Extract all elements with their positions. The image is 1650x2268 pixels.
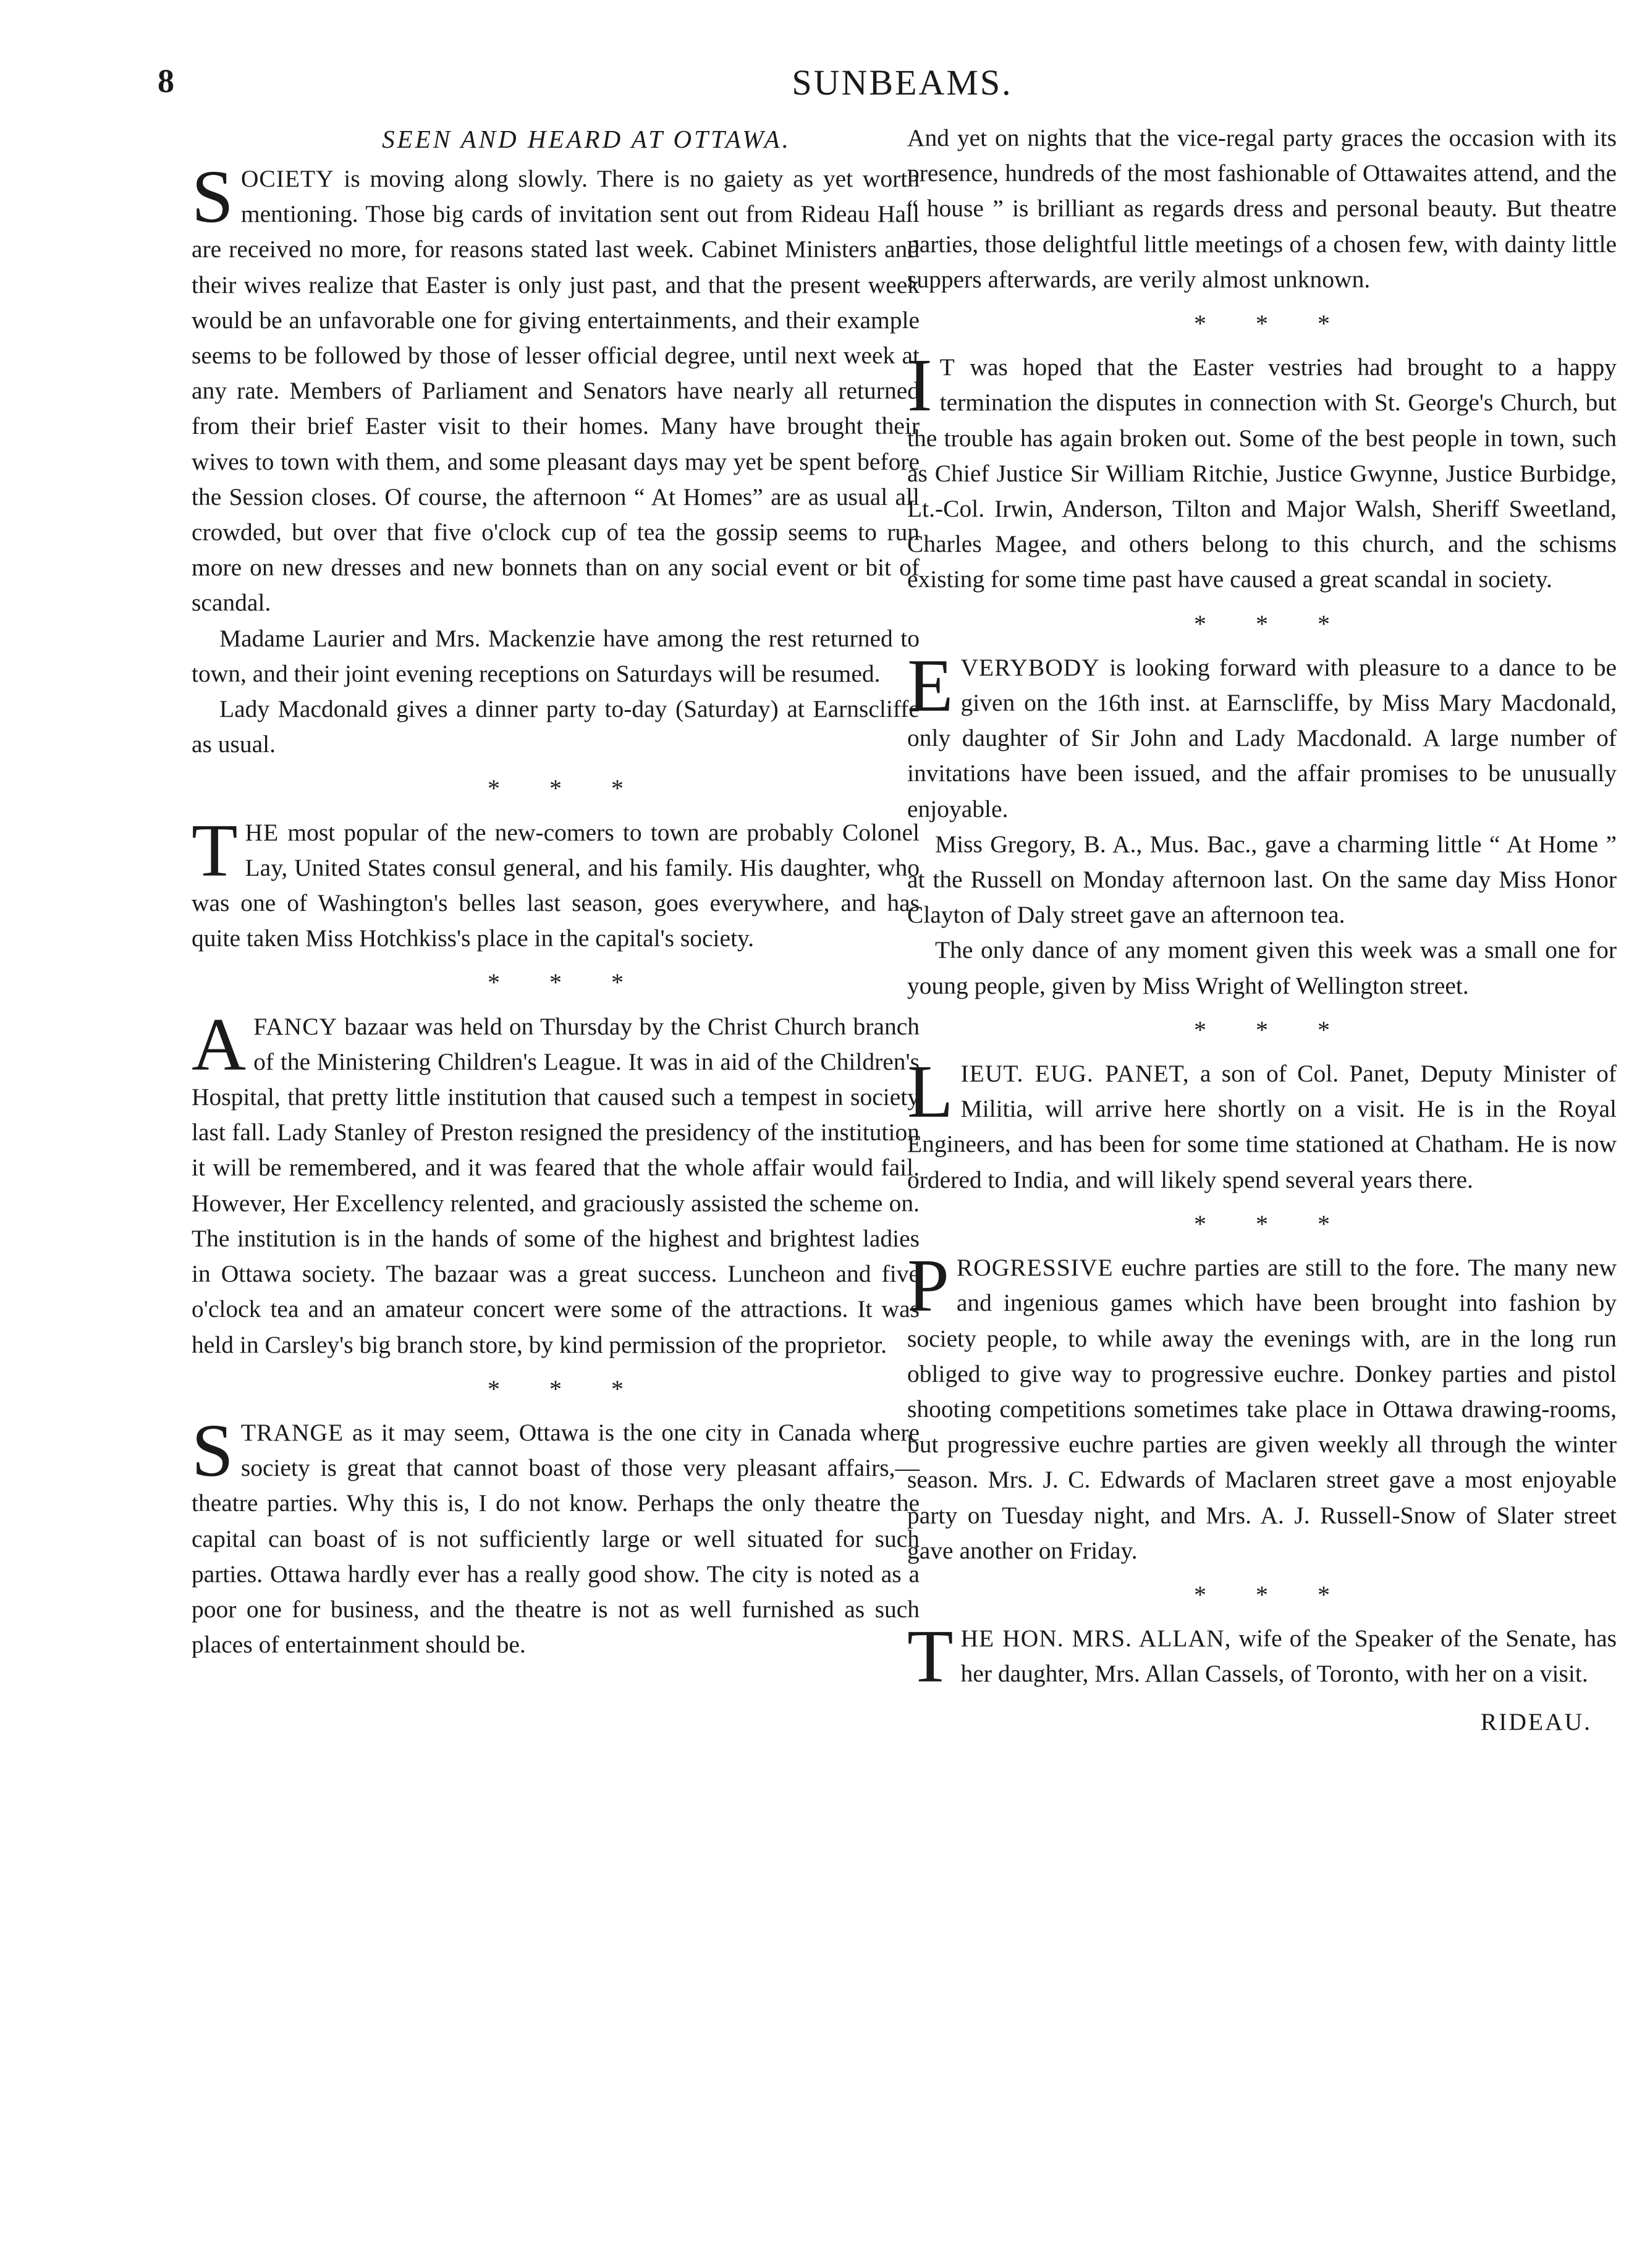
paragraph-text: as it may seem, Ottawa is the one city in Canada where society is great that cannot boast of those very pleasant affairs,—theatre parties. Why this is, I do not know. Perhaps the only theatre the capital can boast of is not sufficiently large or well situated for such parties. Ottawa hardly ever has a really good show. The city is noted as a poor one for business, and the theatre is not as well furnished as such places of entertainment should be.	[192, 1418, 920, 1659]
section-separator: * * *	[488, 1374, 624, 1403]
lead-word: OCIETY	[240, 165, 334, 192]
section-separator: * * *	[488, 968, 624, 997]
lead-word: T	[939, 353, 955, 381]
drop-cap: L	[907, 1050, 954, 1134]
section-separator: * * *	[1194, 1209, 1330, 1238]
paragraph-text: wife of the Speaker of the Senate, has her daughter, Mrs. Allan Cassels, of Toronto, with her on a visit.	[960, 1625, 1617, 1688]
page-number: 8	[158, 62, 174, 99]
page-header	[158, 62, 1647, 111]
paragraph	[907, 1615, 1617, 1699]
section-separator: * * *	[1194, 310, 1330, 338]
paragraph-text: is moving along slowly. There is no gaiety as yet worth mentioning. Those big cards of invitation sent out from Rideau Hall are received no more, for reasons stated last week. Cabinet Ministers and their wives realize that Easter is only just past, and that the present week would be an unfavorable one for giving entertainments, and their example seems to be followed by those of lesser official degree, until next week at any rate. Members of Parliament and Senators have nearly all returned from their brief Easter visit to their homes. Many have brought their wives to town with them, and some pleasant days may yet be spent before the Session closes. Of course, the afternoon “ At Homes” are as usual all crowded, but over that five o'clock cup of tea the gossip seems to run more on new dresses and new bonnets than on any social event or bit of scandal.	[192, 165, 920, 617]
running-title: SUNBEAMS.	[792, 62, 1013, 103]
paragraph: The only dance of any moment given this week was a small one for young people, given by Miss Wright of Wellington street.	[907, 936, 1617, 999]
section-separator: * * *	[1194, 1015, 1330, 1044]
paragraph	[192, 808, 920, 957]
paragraph	[192, 155, 920, 621]
lead-word: FANCY	[253, 1012, 338, 1040]
paragraph: Madame Laurier and Mrs. Mackenzie have among the rest returned to town, and their joint evening receptions on Saturdays will be resumed.	[192, 624, 920, 687]
paragraph-text: most popular of the new-comers to town are probably Colonel Lay, United States consul general, and his family. His daughter, who was one of Washington's belles last season, goes everywhere, and has quite taken Miss Hotchkiss's place in the capital's society.	[192, 818, 920, 952]
paragraph	[192, 1002, 920, 1363]
paragraph-text: a son of Col. Panet, Deputy Minister of Militia, will arrive here shortly on a visit. He is in the Royal Engineers, and has been for some time stationed at Chatham. He is now ordered to India, and will likely spend several years there.	[907, 1060, 1617, 1193]
drop-cap: P	[907, 1244, 949, 1328]
drop-cap: T	[907, 1615, 954, 1699]
paragraph	[907, 1244, 1617, 1568]
lead-word: IEUT. EUG. PANET,	[960, 1060, 1190, 1088]
paragraph: Lady Macdonald gives a dinner party to-day (Saturday) at Earnscliffe as usual.	[192, 695, 920, 758]
drop-cap: E	[907, 643, 954, 727]
drop-cap: T	[192, 808, 238, 892]
lead-word: HE HON. MRS. ALLAN,	[960, 1625, 1232, 1652]
signature: RIDEAU.	[1480, 1707, 1592, 1735]
drop-cap: A	[192, 1002, 247, 1086]
paragraph	[907, 1050, 1617, 1198]
paragraph-text: was hoped that the Easter vestries had brought to a happy termination the disputes in connection with St. George's Church, but the trouble has again broken out. Some of the best people in town, such as Chief Justice Sir William Ritchie, Justice Gwynne, Justice Burbidge, Lt.-Col. Irwin, Anderson, Tilton and Major Walsh, Sheriff Sweetland, Charles Magee, and others belong to this church, and the schisms existing for some time past have caused a great scandal in society.	[907, 353, 1617, 593]
left-column	[192, 121, 920, 1662]
lead-word: TRANGE	[240, 1418, 344, 1446]
paragraph	[192, 1408, 920, 1662]
paragraph: Miss Gregory, B. A., Mus. Bac., gave a charming little “ At Home ” at the Russell on Monday afternoon last. On the same day Miss Honor Clayton of Daly street gave an afternoon tea.	[907, 830, 1617, 929]
paragraph: And yet on nights that the vice-regal party graces the occasion with its presence, hundreds of the most fashionable of Ottawaites attend, and the “ house ” is brilliant as regards dress and personal beauty. But theatre parties, those delightful little meetings of a chosen few, with dainty little suppers afterwards, are verily almost unknown.	[907, 124, 1617, 293]
right-column	[907, 121, 1617, 1740]
paragraph	[907, 643, 1617, 827]
paragraph-text: is looking forward with pleasure to a dance to be given on the 16th inst. at Earnscliffe, by Miss Mary Macdonald, only daughter of Sir John and Lady Macdonald. A large number of invitations have been issued, and the affair promises to be unusually enjoyable.	[907, 653, 1617, 823]
paragraph-text: bazaar was held on Thursday by the Christ Church branch of the Ministering Children's League. It was in aid of the Children's Hospital, that pretty little institution that caused such a tempest in society last fall. Lady Stanley of Preston resigned the presidency of the institution it will be remembered, and it was feared that the whole affair would fail. However, Her Excellency relented, and graciously assisted the scheme on. The institution is in the hands of some of the highest and brightest ladies in Ottawa society. The bazaar was a great success. Luncheon and five o'clock tea and an amateur concert were some of the attractions. It was held in Carsley's big branch store, by kind permission of the proprietor.	[192, 1012, 920, 1358]
section-separator: * * *	[1194, 1580, 1330, 1609]
section-separator: * * *	[1194, 609, 1330, 638]
section-separator: * * *	[488, 774, 624, 803]
lead-word: HE	[245, 818, 279, 846]
lead-word: VERYBODY	[960, 653, 1100, 681]
lead-word: ROGRESSIVE	[956, 1254, 1114, 1282]
drop-cap: S	[192, 1408, 234, 1492]
drop-cap: I	[907, 344, 933, 428]
paragraph	[907, 344, 1617, 597]
paragraph-text: euchre parties are still to the fore. The many new and ingenious games which have been brought into fashion by society people, to while away the evenings with, are in the long run obliged to give way to progressive euchre. Donkey parties and pistol shooting competitions sometimes take place in Ottawa drawing-rooms, but progressive euchre parties are given weekly all through the winter season. Mrs. J. C. Edwards of Maclaren street gave a most enjoyable party on Tuesday night, and Mrs. A. J. Russell-Snow of Slater street gave another on Friday.	[907, 1254, 1617, 1564]
article-title: SEEN AND HEARD AT OTTAWA.	[382, 125, 791, 153]
drop-cap: S	[192, 155, 234, 239]
